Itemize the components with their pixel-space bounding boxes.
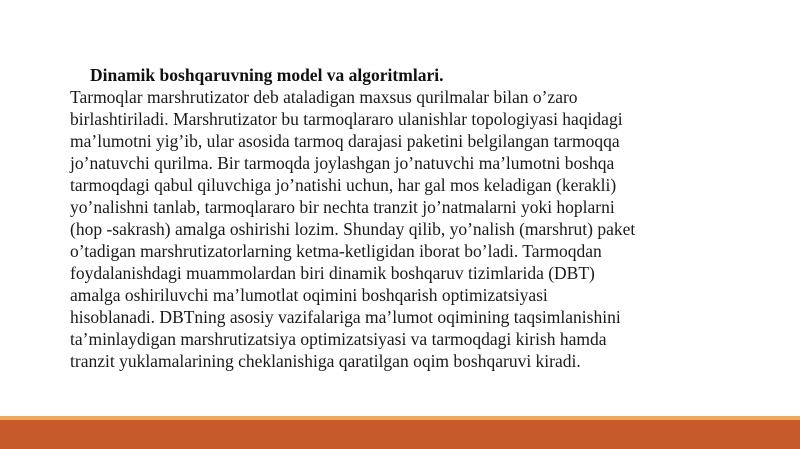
paragraph-line: tranzit yuklamalarining cheklanishiga qaratilgan oqim boshqaruvi kiradi.	[70, 351, 581, 371]
slide-heading: Dinamik boshqaruvning model va algoritmlari.	[90, 65, 444, 85]
paragraph-line: foydalanishdagi muammolardan biri dinamik boshqaruv tizimlarida (DBT)	[70, 263, 595, 283]
paragraph-line: yo’nalishni tanlab, tarmoqlararo bir nechta tranzit jo’natmalarni yoki hoplarni	[70, 197, 615, 217]
footer-bar	[0, 420, 800, 449]
paragraph-line: tarmoqdagi qabul qiluvchiga jo’natishi uchun, har gal mos keladigan (kerakli)	[70, 175, 617, 195]
paragraph-line: ma’lumotni yig’ib, ular asosida tarmoq darajasi paketini belgilangan tarmoqqa	[70, 131, 620, 151]
paragraph-line: hisoblanadi. DBTning asosiy vazifalariga ma’lumot oqimining taqsimlanishini	[70, 307, 621, 327]
paragraph-line: (hop -sakrash) amalga oshirishi lozim. Shunday qilib, yo’nalish (marshrut) paket	[70, 219, 636, 239]
paragraph-line: jo’natuvchi qurilma. Bir tarmoqda joylashgan jo’natuvchi ma’lumotni boshqa	[70, 153, 615, 173]
slide-content	[70, 64, 730, 372]
paragraph-line: ta’minlaydigan marshrutizatsiya optimizatsiyasi va tarmoqdagi kirish hamda	[70, 329, 607, 349]
paragraph-line: birlashtiriladi. Marshrutizator bu tarmoqlararo ulanishlar topologiyasi haqidagi	[70, 109, 623, 129]
paragraph-line: amalga oshiriluvchi ma’lumotlat oqimini boshqarish optimizatsiyasi	[70, 285, 548, 305]
paragraph-line: o’tadigan marshrutizatorlarning ketma-ketligidan iborat bo’ladi. Tarmoqdan	[70, 241, 602, 261]
paragraph-line: Tarmoqlar marshrutizator deb ataladigan maxsus qurilmalar bilan o’zaro	[70, 87, 578, 107]
